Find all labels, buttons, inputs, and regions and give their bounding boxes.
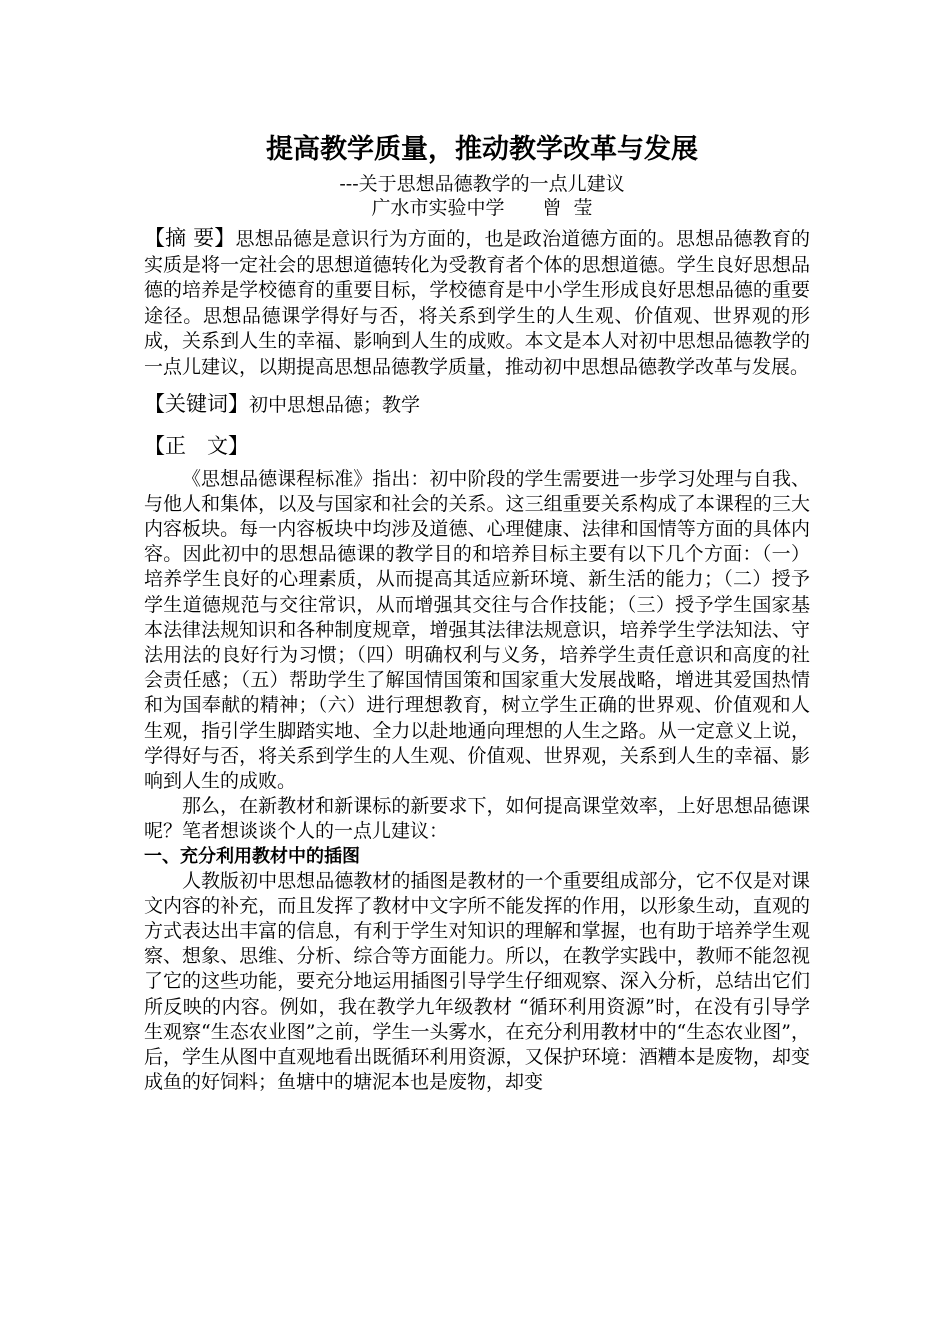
document-page bbox=[144, 128, 810, 1095]
document-title: 提高教学质量，推动教学改革与发展 bbox=[266, 134, 698, 165]
section-heading-1: 一、充分利用教材中的插图 bbox=[144, 845, 360, 867]
author-line bbox=[144, 196, 810, 220]
abstract-label: 【摘 要】 bbox=[144, 226, 236, 250]
abstract-paragraph bbox=[144, 226, 810, 381]
body-paragraph-2: 那么，在新教材和新课标的新要求下，如何提高课堂效率，上好思想品德课呢？笔者想谈谈个人的一点儿建议： bbox=[144, 795, 810, 843]
keywords-paragraph bbox=[144, 391, 810, 418]
keywords-text: 初中思想品德；教学 bbox=[249, 393, 421, 416]
author-name: 曾 莹 bbox=[542, 197, 593, 219]
body-paragraph-1: 《思想品德课程标准》指出：初中阶段的学生需要进一步学习处理与自我、与他人和集体，以及与国家和社会的关系。这三组重要关系构成了本课程的三大内容板块。每一内容板块中均涉及道德、心理健康、法律和国情等方面的具体内容。因此初中的思想品德课的教学目的和培养目标主要有以下几个方面：（一）培养学生良好的心理素质，从而提高其适应新环境、新生活的能力；（二）授予学生道德规范与交往常识，从而增强其交往与合作技能；（三）授予学生国家基本法律法规知识和各种制度规章，增强其法律法规意识，培养学生学法知法、守法用法的良好行为习惯；（四）明确权利与义务，培养学生责任意识和高度的社会责任感；（五）帮助学生了解国情国策和国家重大发展战略，增进其爱国热情和为国奉献的精神；（六）进行理想教育，树立学生正确的世界观、价值观和人生观，指引学生脚踏实地、全力以赴地通向理想的人生之路。从一定意义上说，学得好与否，将关系到学生的人生观、价值观、世界观，关系到人生的幸福、影响到人生的成败。 bbox=[144, 467, 810, 792]
keywords-label: 【关键词】 bbox=[144, 391, 249, 416]
abstract-text: 思想品德是意识行为方面的，也是政治道德方面的。思想品德教育的实质是将一定社会的思想道德转化为受教育者个体的思想道德。学生良好思想品德的培养是学校德育的重要目标，学校德育是中小学生形成良好思想品德的重要途径。思想品德课学得好与否，将关系到学生的人生观、价值观、世界观的形成，关系到人生的幸福、影响到人生的成败。本文是本人对初中思想品德教学的一点儿建议，以期提高思想品德教学质量，推动初中思想品德教学改革与发展。 bbox=[144, 228, 810, 378]
body-label: 【正 文】 bbox=[144, 433, 249, 458]
document-subtitle: ---关于思想品德教学的一点儿建议 bbox=[339, 173, 625, 195]
author-school: 广水市实验中学 bbox=[371, 197, 505, 219]
body-paragraph-3: 人教版初中思想品德教材的插图是教材的一个重要组成部分，它不仅是对课文内容的补充，而且发挥了教材中文字所不能发挥的作用，以形象生动，直观的方式表达出丰富的信息，有利于学生对知识的理解和掌握，也有助于培养学生观察、想象、思维、分析、综合等方面能力。所以，在教学实践中，教师不能忽视了它的这些功能，要充分地运用插图引导学生仔细观察、深入分析，总结出它们所反映的内容。例如，我在教学九年级教材 “循环利用资源”时，在没有引导学生观察“生态农业图”之前，学生一头雾水，在充分利用教材中的“生态农业图”，后，学生从图中直观地看出既循环利用资源，又保护环境：酒糟本是废物，却变成鱼的好饲料；鱼塘中的塘泥本也是废物，却变 bbox=[144, 869, 810, 1094]
